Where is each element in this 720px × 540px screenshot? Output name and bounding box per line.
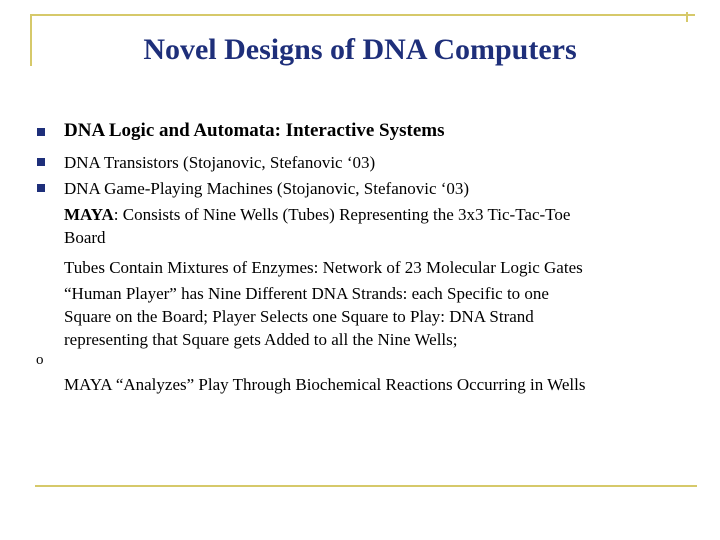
maya-description: : Consists of Nine Wells (Tubes) Representing the 3x3 Tic-Tac-Toe: [113, 205, 571, 224]
maya-line-2: Board: [64, 228, 106, 247]
frame-bottom-line: [35, 485, 697, 487]
maya-line-3: Tubes Contain Mixtures of Enzymes: Network of 23 Molecular Logic Gates: [64, 258, 583, 277]
item-dna-transistors: DNA Transistors (Stojanovic, Stefanovic ‘03): [64, 153, 376, 172]
bullet-square-icon: [37, 128, 45, 136]
maya-label: MAYA: [64, 205, 114, 224]
frame-top-line: [30, 14, 695, 16]
maya-line-7: MAYA “Analyzes” Play Through Biochemical Reactions Occurring in Wells: [64, 375, 586, 394]
maya-line-5: Square on the Board; Player Selects one Square to Play: DNA Strand: [64, 307, 534, 326]
bullet-square-icon: [37, 158, 45, 166]
item-heading: DNA Logic and Automata: Interactive Systems: [64, 120, 445, 141]
bullet-circle-icon: o: [36, 352, 44, 368]
bullet-square-icon: [37, 184, 45, 192]
slide-title: Novel Designs of DNA Computers: [143, 33, 577, 66]
maya-line-4: “Human Player” has Nine Different DNA Strands: each Specific to one: [64, 284, 549, 303]
maya-line-1: [64, 205, 570, 225]
maya-line-6: representing that Square gets Added to all the Nine Wells;: [64, 330, 458, 349]
frame-right-tick: [686, 12, 688, 22]
item-dna-game-playing: DNA Game-Playing Machines (Stojanovic, Stefanovic ‘03): [64, 179, 470, 198]
